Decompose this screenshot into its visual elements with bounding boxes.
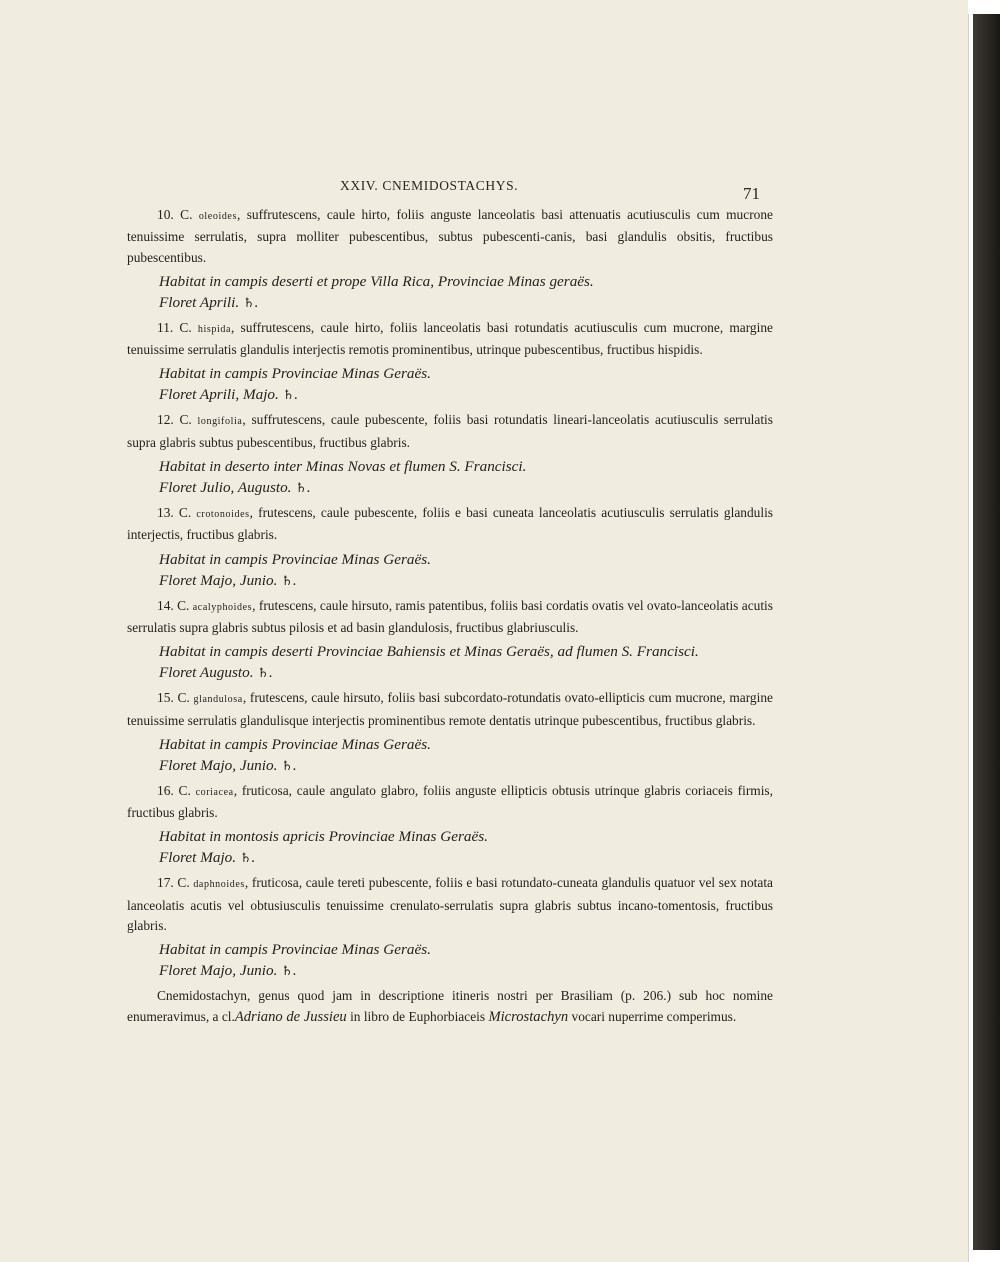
closing-text-2: in libro de Euphorbiaceis: [350, 1008, 486, 1024]
page-header: [0, 178, 968, 202]
flowering-text: Floret Aprili.: [159, 293, 240, 311]
species-description: [127, 688, 773, 731]
scan-margin: [968, 0, 1000, 14]
species-number: 17. C.: [157, 875, 190, 891]
flowering-line: Floret Augusto. ♄.: [159, 664, 273, 682]
flowering-text: Floret Aprili, Majo.: [159, 386, 279, 404]
closing-note: [127, 986, 773, 1027]
shrub-symbol: ♄: [281, 572, 293, 588]
species-number: 10. C.: [157, 207, 193, 222]
species-description: [127, 205, 773, 268]
species-entry-15: [127, 688, 773, 776]
species-description: [127, 596, 773, 639]
species-number: 16. C.: [157, 782, 191, 798]
species-diagnosis: , fruticosa, caule angulato glabro, foliis anguste ellipticis obtusis utrinque glabris coriaceis firmis, fructibus glabris.: [127, 782, 773, 821]
closing-text-3: vocari nuperrime comperimus.: [571, 1008, 737, 1024]
species-description: [127, 503, 773, 546]
genus-name: Microstachyn: [488, 1008, 569, 1025]
species-name: hispida: [197, 323, 231, 335]
species-name: oleoides: [198, 211, 237, 222]
author-name: Adriano de Jussieu: [234, 1008, 347, 1025]
species-description: [127, 318, 773, 361]
flowering-line: Floret Majo, Junio. ♄.: [159, 962, 297, 980]
species-entry-10: [127, 205, 773, 313]
species-diagnosis: , suffrutescens, caule hirto, foliis anguste lanceolatis basi attenuatis acutiusculis cum mucrone tenuissime serrulatis, supra molliter pubescentibus, subtus pubescenti-canis, basi glandulis obsitis, fructibus pubescentibus.: [127, 207, 773, 265]
shrub-symbol: ♄: [282, 387, 295, 403]
species-diagnosis: , fruticosa, caule tereti pubescente, foliis e basi rotundato-cuneata glandulis quatuor vel sex notata lanceolatis acutis vel obtusiusculis tenuissime crenulato-serrulatis supra glabris subtus incano-tomentosis, fructibus glabris.: [127, 875, 774, 934]
species-name: crotonoides: [196, 509, 250, 521]
species-diagnosis: , suffrutescens, caule hirto, foliis lanceolatis basi rotundatis acutiusculis cum mucrone, margine tenuissime serrulatis glandulis interjectis remotis prominentibus, utrinque pubescentibus, fructibus hispidis.: [127, 319, 773, 358]
species-list: [127, 205, 773, 1027]
species-name: coriacea: [195, 786, 234, 798]
species-diagnosis: , frutescens, caule pubescente, foliis e basi cuneata lanceolatis acutiusculis serrulatis glandulis interjectis, fructibus glabris.: [127, 505, 773, 543]
species-description: [127, 410, 773, 453]
shrub-symbol: ♄: [242, 294, 255, 310]
species-diagnosis: , frutescens, caule hirsuto, ramis patentibus, foliis basi cordatis ovatis vel ovato-lanceolatis acutis serrulatis supra glabris subtus pilosis et ad basin glandulosis, fructibus glabriusculis.: [127, 597, 773, 635]
flowering-line: Floret Julio, Augusto. ♄.: [159, 479, 311, 497]
species-entry-14: [127, 596, 773, 684]
species-description: [127, 873, 773, 936]
flowering-text: Floret Majo, Junio.: [159, 571, 278, 589]
species-entry-13: [127, 503, 773, 591]
species-diagnosis: , frutescens, caule hirsuto, foliis basi subcordato-rotundatis ovato-ellipticis cum mucrone, margine tenuissime serrulatis glandulisque interjectis prominentibus remote dentatis utrinque pubescentibus, fructibus glabris.: [127, 690, 773, 728]
species-diagnosis: , suffrutescens, caule pubescente, foliis basi rotundatis lineari-lanceolatis acutiusculis serrulatis supra glabris subtus pubescentibus, fructibus glabris.: [127, 412, 773, 450]
flowering-text: Floret Majo, Junio.: [159, 756, 278, 774]
species-entry-17: [127, 873, 773, 981]
shrub-symbol: ♄: [281, 757, 293, 773]
species-number: 12. C.: [157, 412, 192, 428]
shrub-symbol: ♄: [257, 665, 269, 681]
shrub-symbol: ♄: [281, 963, 293, 979]
species-entry-12: [127, 410, 773, 498]
flowering-line: Floret Majo. ♄.: [159, 849, 256, 867]
flowering-line: Floret Aprili, Majo. ♄.: [159, 386, 299, 404]
species-name: acalyphoides: [192, 601, 253, 613]
closing-text-1: Cnemidostachyn, genus quod jam in descriptione itineris nostri per Brasiliam (p. 206.) sub hoc nomine enumeravimus, a cl.: [127, 988, 773, 1024]
flowering-line: Floret Aprili. ♄.: [159, 293, 259, 311]
habitat-line: Habitat in campis deserti et prope Villa Rica, Provinciae Minas geraës.: [159, 272, 594, 290]
habitat-line: Habitat in campis Provinciae Minas Geraës.: [159, 941, 431, 959]
species-number: 15. C.: [157, 690, 190, 706]
habitat-line: Habitat in campis Provinciae Minas Geraës.: [159, 735, 431, 753]
habitat-line: Habitat in campis Provinciae Minas Geraës.: [159, 550, 431, 568]
flowering-text: Floret Julio, Augusto.: [159, 479, 292, 497]
habitat-line: Habitat in deserto inter Minas Novas et flumen S. Francisci.: [159, 458, 527, 476]
flowering-text: Floret Majo.: [159, 849, 237, 867]
habitat-line: Habitat in campis Provinciae Minas Geraës.: [159, 365, 431, 383]
page-number: 71: [743, 184, 760, 203]
shrub-symbol: ♄: [239, 850, 252, 866]
species-number: 13. C.: [157, 505, 192, 521]
running-title: XXIV. CNEMIDOSTACHYS.: [340, 178, 519, 193]
species-name: daphnoides: [193, 879, 245, 891]
species-entry-16: [127, 781, 773, 869]
species-name: glandulosa: [193, 694, 243, 706]
flowering-text: Floret Augusto.: [159, 664, 254, 682]
flowering-line: Floret Majo, Junio. ♄.: [159, 571, 297, 589]
flowering-text: Floret Majo, Junio.: [159, 962, 278, 980]
habitat-line: Habitat in campis deserti Provinciae Bahiensis et Minas Geraës, ad flumen S. Francisci.: [159, 643, 699, 661]
page-edge-shadow: [973, 14, 1000, 1250]
habitat-line: Habitat in montosis apricis Provinciae Minas Geraës.: [159, 828, 488, 846]
species-number: 11. C.: [157, 319, 192, 335]
species-entry-11: [127, 318, 773, 406]
species-number: 14. C.: [157, 597, 190, 613]
species-description: [127, 781, 773, 824]
flowering-line: Floret Majo, Junio. ♄.: [159, 756, 297, 774]
shrub-symbol: ♄: [295, 480, 307, 496]
species-name: longifolia: [197, 416, 243, 428]
